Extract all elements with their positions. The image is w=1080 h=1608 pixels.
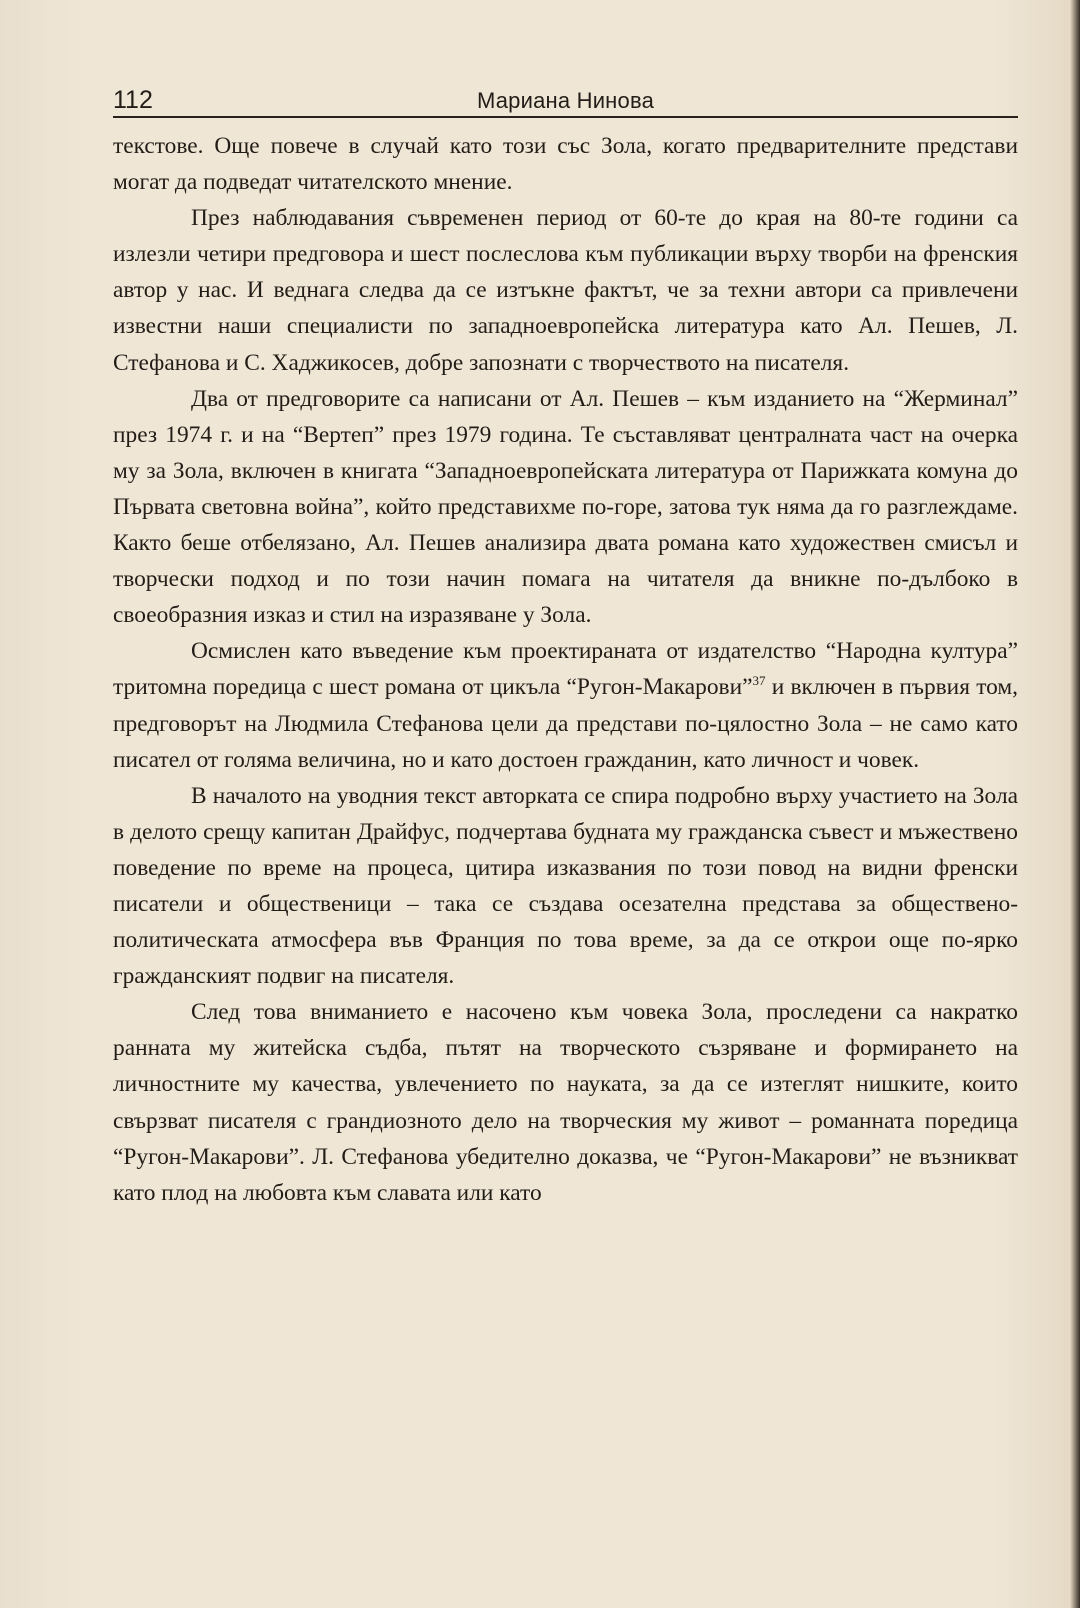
running-head-author: Мариана Нинова <box>476 88 655 113</box>
page-number: 112 <box>113 86 153 114</box>
footnote-marker: 37 <box>752 673 766 689</box>
paragraph-1: текстове. Още повече в случай като този със Зола, когато предварителните представи могат да подведат читателското мнение. <box>113 133 1018 196</box>
paragraph-6: След това вниманието е насочено към човека Зола, проследени са накратко ранната му житейска съдба, пътят на творческото съзряване и формирането на личностните му качества, увлечението по науката, за да се изтеглят нишките, които свързват писателя с грандиозното дело на творческия му живот – романната поредица “Ругон-Макарови”. Л. Стефанова убедително доказва, че “Ругон-Макарови” не възникват като плод на любовта към славата или като <box>113 999 1018 1206</box>
body-text <box>113 128 1018 1211</box>
paragraph-5: В началото на уводния текст авторката се спира подробно върху участието на Зола в делото срещу капитан Драйфус, подчертава будната му гражданска съвест и мъжествено поведение по време на процеса, цитира изказвания по този повод на видни френски писатели и общественици – така се създава осезателна представа за обществено-политическата атмосфера във Франция по това време, за да се открои още по-ярко гражданският подвиг на писателя. <box>113 782 1018 990</box>
paragraph-4 <box>113 633 1018 777</box>
paragraph-4-text-before: Осмислен като въведение към проектираната от издателство “Народна култура” тритомна поредица с шест романа от цикъла “Ругон-Макарови” <box>113 638 1018 701</box>
paragraph-4-text-after: и включен в първия том, предговорът на Людмила Стефанова цели да представи по-цялостно Зола – не само като писател от голяма величина, но и като достоен гражданин, като личност и човек. <box>113 674 1019 773</box>
page-edge-shadow <box>1070 0 1080 1608</box>
paragraph-2: През наблюдавания съвременен период от 60-те до края на 80-те години са излезли четири предговора и шест послеслова към публикации върху творби на френския автор у нас. И веднага следва да се изтъкне фактът, че за техни автори са привлечени известни наши специалисти по западноевропейска литература като Ал. Пешев, Л. Стефанова и С. Хаджикосев, добре запознати с творчеството на писателя. <box>113 205 1018 376</box>
paragraph-3: Два от предговорите са написани от Ал. Пешев – към изданието на “Жерминал” през 1974 г. и на “Вертеп” през 1979 година. Те съставляват централната част на очерка му за Зола, включен в книгата “Западноевропейската литература от Парижката комуна до Първата световна война”, който представихме по-горе, затова тук няма да го разглеждаме. Както беше отбелязано, Ал. Пешев анализира двата романа като художествен смисъл и творчески подход и по този начин помага на читателя да вникне по-дълбоко в своеобразния изказ и стил на изразяване у Зола. <box>113 385 1018 629</box>
page-header <box>113 84 1018 118</box>
